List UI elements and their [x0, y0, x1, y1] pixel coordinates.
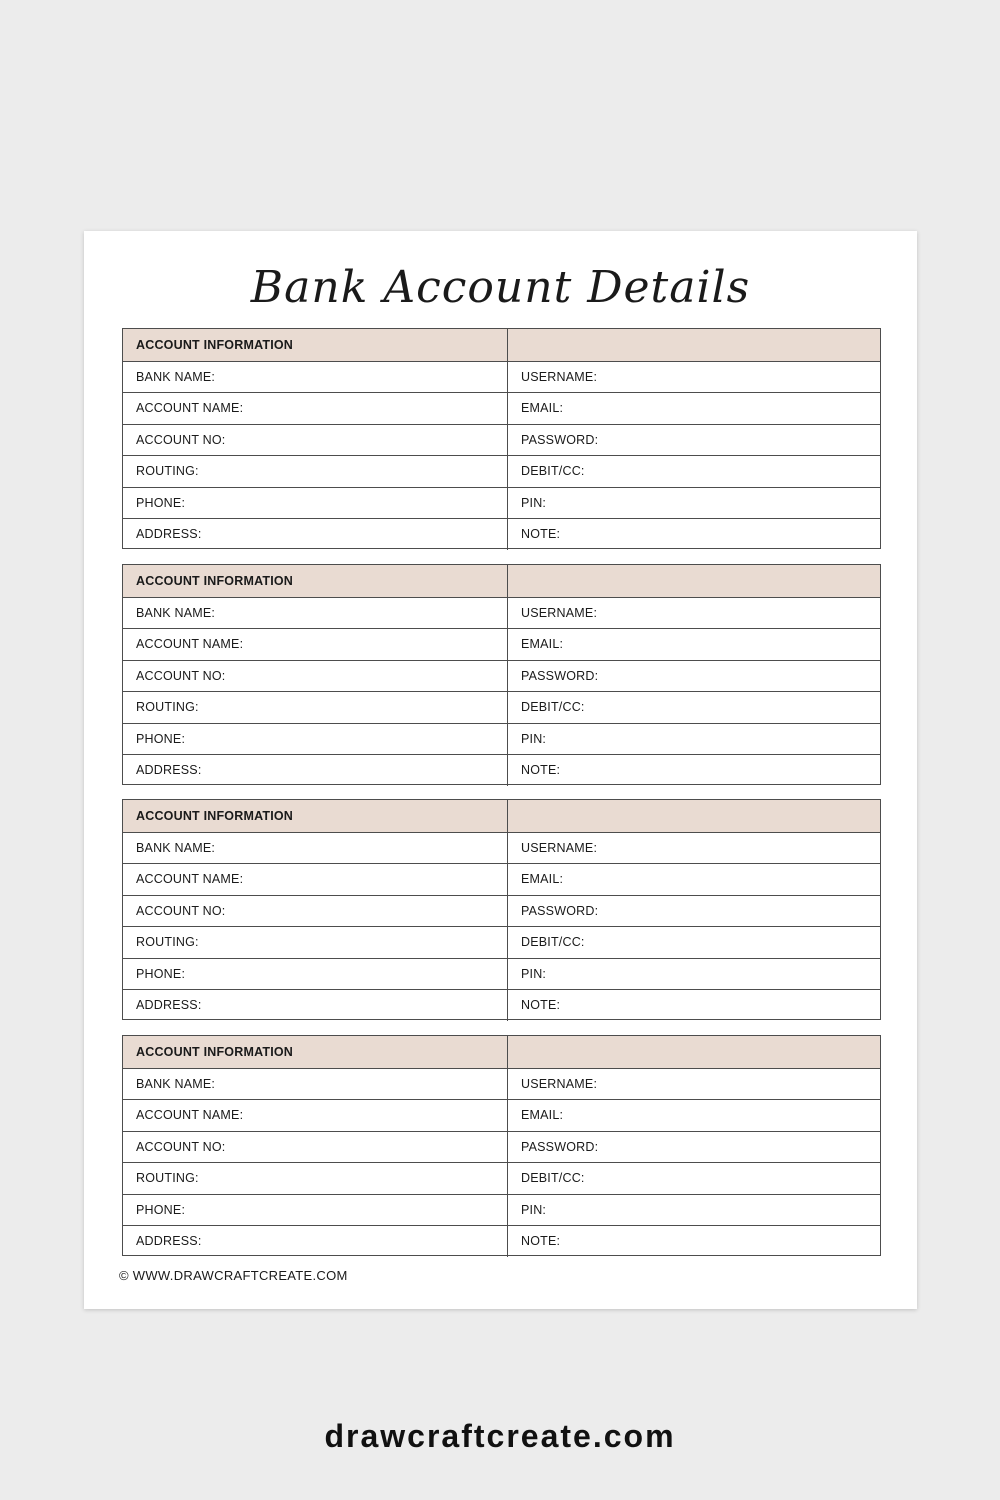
note-field[interactable]: NOTE:: [521, 763, 561, 778]
email-field[interactable]: EMAIL:: [521, 401, 564, 416]
email-field[interactable]: EMAIL:: [521, 1108, 564, 1123]
password-field[interactable]: PASSWORD:: [521, 432, 599, 447]
phone-field[interactable]: PHONE:: [123, 488, 508, 519]
pin-field[interactable]: PIN:: [521, 495, 547, 510]
account-no-field[interactable]: ACCOUNT NO:: [123, 661, 508, 692]
section-header-label: ACCOUNT INFORMATION: [123, 329, 508, 361]
routing-field[interactable]: ROUTING:: [123, 692, 508, 723]
table-row: [123, 660, 880, 692]
email-field[interactable]: EMAIL:: [521, 872, 564, 887]
phone-field[interactable]: PHONE:: [123, 959, 508, 990]
table-row: [123, 1162, 880, 1194]
section-header-label: ACCOUNT INFORMATION: [123, 565, 508, 597]
section-header-row: [123, 565, 880, 597]
section-header-blank: [508, 800, 880, 832]
table-row: [123, 597, 880, 629]
section-header-label: ACCOUNT INFORMATION: [123, 800, 508, 832]
table-row: [123, 832, 880, 864]
account-name-field[interactable]: ACCOUNT NAME:: [123, 1100, 508, 1131]
table-row: [123, 958, 880, 990]
table-row: [123, 1068, 880, 1100]
account-section-4: [122, 1035, 881, 1256]
table-row: [123, 926, 880, 958]
copyright-notice: © WWW.DRAWCRAFTCREATE.COM: [119, 1268, 348, 1283]
username-field[interactable]: USERNAME:: [521, 840, 598, 855]
note-field[interactable]: NOTE:: [521, 527, 561, 542]
note-field[interactable]: NOTE:: [521, 998, 561, 1013]
table-row: [123, 518, 880, 550]
password-field[interactable]: PASSWORD:: [521, 903, 599, 918]
account-no-field[interactable]: ACCOUNT NO:: [123, 1132, 508, 1163]
table-row: [123, 863, 880, 895]
note-field[interactable]: NOTE:: [521, 1234, 561, 1249]
email-field[interactable]: EMAIL:: [521, 637, 564, 652]
account-name-field[interactable]: ACCOUNT NAME:: [123, 629, 508, 660]
pin-field[interactable]: PIN:: [521, 1202, 547, 1217]
table-row: [123, 487, 880, 519]
password-field[interactable]: PASSWORD:: [521, 1139, 599, 1154]
table-row: [123, 754, 880, 786]
table-row: [123, 361, 880, 393]
account-section-2: [122, 564, 881, 785]
debit-cc-field[interactable]: DEBIT/CC:: [521, 464, 585, 479]
phone-field[interactable]: PHONE:: [123, 1195, 508, 1226]
address-field[interactable]: ADDRESS:: [123, 1226, 508, 1257]
routing-field[interactable]: ROUTING:: [123, 1163, 508, 1194]
account-section-1: [122, 328, 881, 549]
table-row: [123, 691, 880, 723]
account-no-field[interactable]: ACCOUNT NO:: [123, 896, 508, 927]
account-no-field[interactable]: ACCOUNT NO:: [123, 425, 508, 456]
table-row: [123, 424, 880, 456]
table-row: [123, 455, 880, 487]
table-row: [123, 723, 880, 755]
bank-name-field[interactable]: BANK NAME:: [123, 833, 508, 864]
printable-sheet: [84, 231, 917, 1309]
routing-field[interactable]: ROUTING:: [123, 456, 508, 487]
table-row: [123, 1099, 880, 1131]
section-header-blank: [508, 565, 880, 597]
section-header-row: [123, 1036, 880, 1068]
sheet-title: Bank Account Details: [250, 262, 751, 313]
pin-field[interactable]: PIN:: [521, 966, 547, 981]
address-field[interactable]: ADDRESS:: [123, 990, 508, 1021]
username-field[interactable]: USERNAME:: [521, 605, 598, 620]
routing-field[interactable]: ROUTING:: [123, 927, 508, 958]
password-field[interactable]: PASSWORD:: [521, 668, 599, 683]
address-field[interactable]: ADDRESS:: [123, 519, 508, 550]
debit-cc-field[interactable]: DEBIT/CC:: [521, 935, 585, 950]
bank-name-field[interactable]: BANK NAME:: [123, 362, 508, 393]
debit-cc-field[interactable]: DEBIT/CC:: [521, 700, 585, 715]
account-name-field[interactable]: ACCOUNT NAME:: [123, 393, 508, 424]
account-section-3: [122, 799, 881, 1020]
username-field[interactable]: USERNAME:: [521, 1076, 598, 1091]
address-field[interactable]: ADDRESS:: [123, 755, 508, 786]
table-row: [123, 1131, 880, 1163]
username-field[interactable]: USERNAME:: [521, 369, 598, 384]
footer-brand: drawcraftcreate.com: [324, 1418, 676, 1454]
table-row: [123, 1194, 880, 1226]
section-header-blank: [508, 329, 880, 361]
section-header-blank: [508, 1036, 880, 1068]
section-header-row: [123, 329, 880, 361]
pin-field[interactable]: PIN:: [521, 731, 547, 746]
table-row: [123, 1225, 880, 1257]
table-row: [123, 989, 880, 1021]
table-row: [123, 392, 880, 424]
table-row: [123, 628, 880, 660]
section-header-row: [123, 800, 880, 832]
phone-field[interactable]: PHONE:: [123, 724, 508, 755]
bank-name-field[interactable]: BANK NAME:: [123, 598, 508, 629]
table-row: [123, 895, 880, 927]
debit-cc-field[interactable]: DEBIT/CC:: [521, 1171, 585, 1186]
account-name-field[interactable]: ACCOUNT NAME:: [123, 864, 508, 895]
section-header-label: ACCOUNT INFORMATION: [123, 1036, 508, 1068]
bank-name-field[interactable]: BANK NAME:: [123, 1069, 508, 1100]
